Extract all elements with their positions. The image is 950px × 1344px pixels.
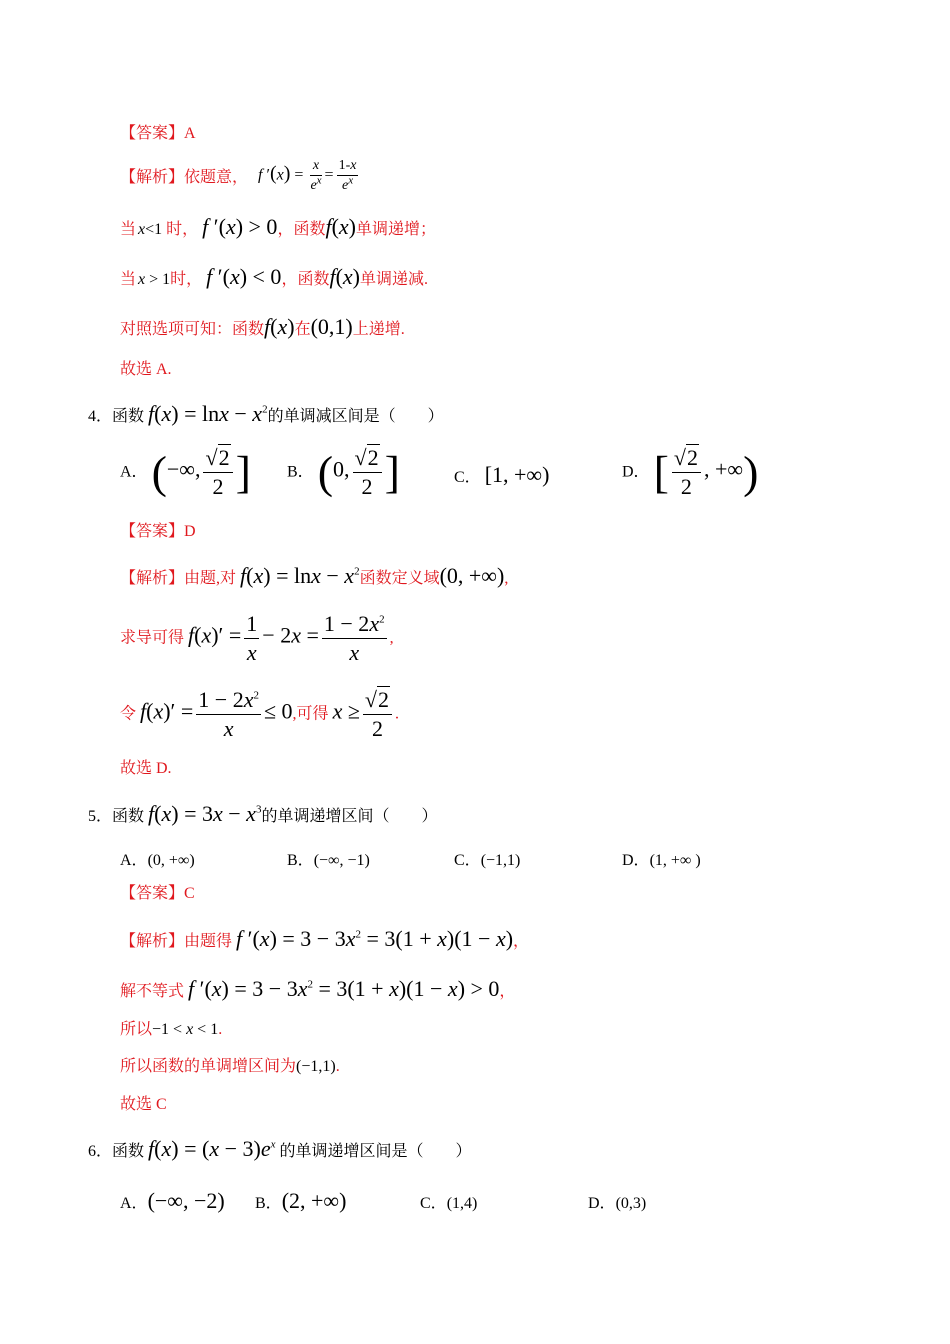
q3-line3: 对照选项可知：函数f(x)在(0,1)上递增. — [120, 314, 405, 339]
q6-option-c[interactable]: C．(1,4) — [420, 1195, 478, 1212]
q4-option-d[interactable]: D． [ $\frac{√2}{2}$ , +∞) — [622, 445, 759, 500]
q5-option-c[interactable]: C．(−1,1) — [454, 852, 521, 869]
q5-conclusion: 故选 C — [120, 1096, 167, 1113]
q5-solve: 解不等式 f $'(x) = 3 - 3x^2 = 3(1 + x)(1 - x) > 0$， — [120, 976, 516, 1001]
q3-derivative-formula: f ′(x) = $\frac{x}{e^x}$ = $\frac{1-x}{e^x}$ — [258, 158, 357, 194]
q5-option-a[interactable]: A．(0, +∞) — [120, 852, 195, 869]
q5-option-b[interactable]: B．(−∞, −1) — [287, 852, 370, 869]
q4-let: 令 f(x)′ = $\frac{1 - 2x^2}{x}$ ≤ 0,可得 x ≥ $\frac{√2}{2}$ . — [120, 687, 399, 742]
q4-conclusion: 故选 D. — [120, 760, 172, 777]
q3-line1: 当 x<1 时， f ′(x) > 0，函数f(x)单调递增； — [120, 214, 437, 239]
q5-answer: 【答案】C — [120, 885, 195, 902]
q4-derive: 求导可得 f(x)′ = $\frac{1}{x}$ − 2x = $\frac{1 - 2x^2}{x}$ , — [120, 611, 394, 666]
q6-option-a[interactable]: A．(−∞, −2) — [120, 1188, 225, 1213]
analysis-label: 【解析】 — [120, 169, 185, 186]
q5-stem: 5．函数 $f(x) = 3x - x^3$的单调递增区间（ ） — [88, 801, 438, 826]
q3-answer: 【答案】A — [120, 125, 196, 142]
q5-option-d[interactable]: D．(1, +∞ ) — [622, 852, 701, 869]
q6-stem: 6．函数 $f(x) = (x - 3)e^x$ 的单调递增区间是（ ） — [88, 1136, 472, 1161]
q6-option-d[interactable]: D．(0,3) — [588, 1195, 647, 1212]
q3-analysis — [120, 170, 248, 186]
q4-analysis: 【解析】由题,对 $f(x) = \ln x - x^2$函数定义域(0, +∞), — [120, 563, 509, 588]
q4-option-c[interactable]: C． [1, +∞) — [454, 462, 550, 487]
q5-so: 所以−1 < x < 1. — [120, 1021, 223, 1038]
q4-option-a[interactable]: A． (−∞, $\frac{√2}{2}$ ] — [120, 445, 251, 500]
analysis-text: 依题意， — [184, 169, 249, 186]
q4-answer: 【答案】D — [120, 523, 196, 540]
q6-option-b[interactable]: B．(2, +∞) — [255, 1188, 347, 1213]
q4-option-b[interactable]: B． (0, $\frac{√2}{2}$ ] — [287, 445, 400, 500]
q4-stem: 4．函数 $f(x) = \ln x - x^2$的单调减区间是（ ） — [88, 401, 444, 426]
q3-conclusion: 故选 A. — [120, 361, 172, 378]
q3-line2: 当 x > 1时， f ′(x) < 0，函数f(x)单调递减. — [120, 264, 429, 289]
q5-analysis: 【解析】由题得 f $'(x) = 3 - 3x^2 = 3(1 + x)(1 - x)$， — [120, 926, 530, 951]
q5-interval: 所以函数的单调增区间为(−1,1). — [120, 1058, 340, 1075]
